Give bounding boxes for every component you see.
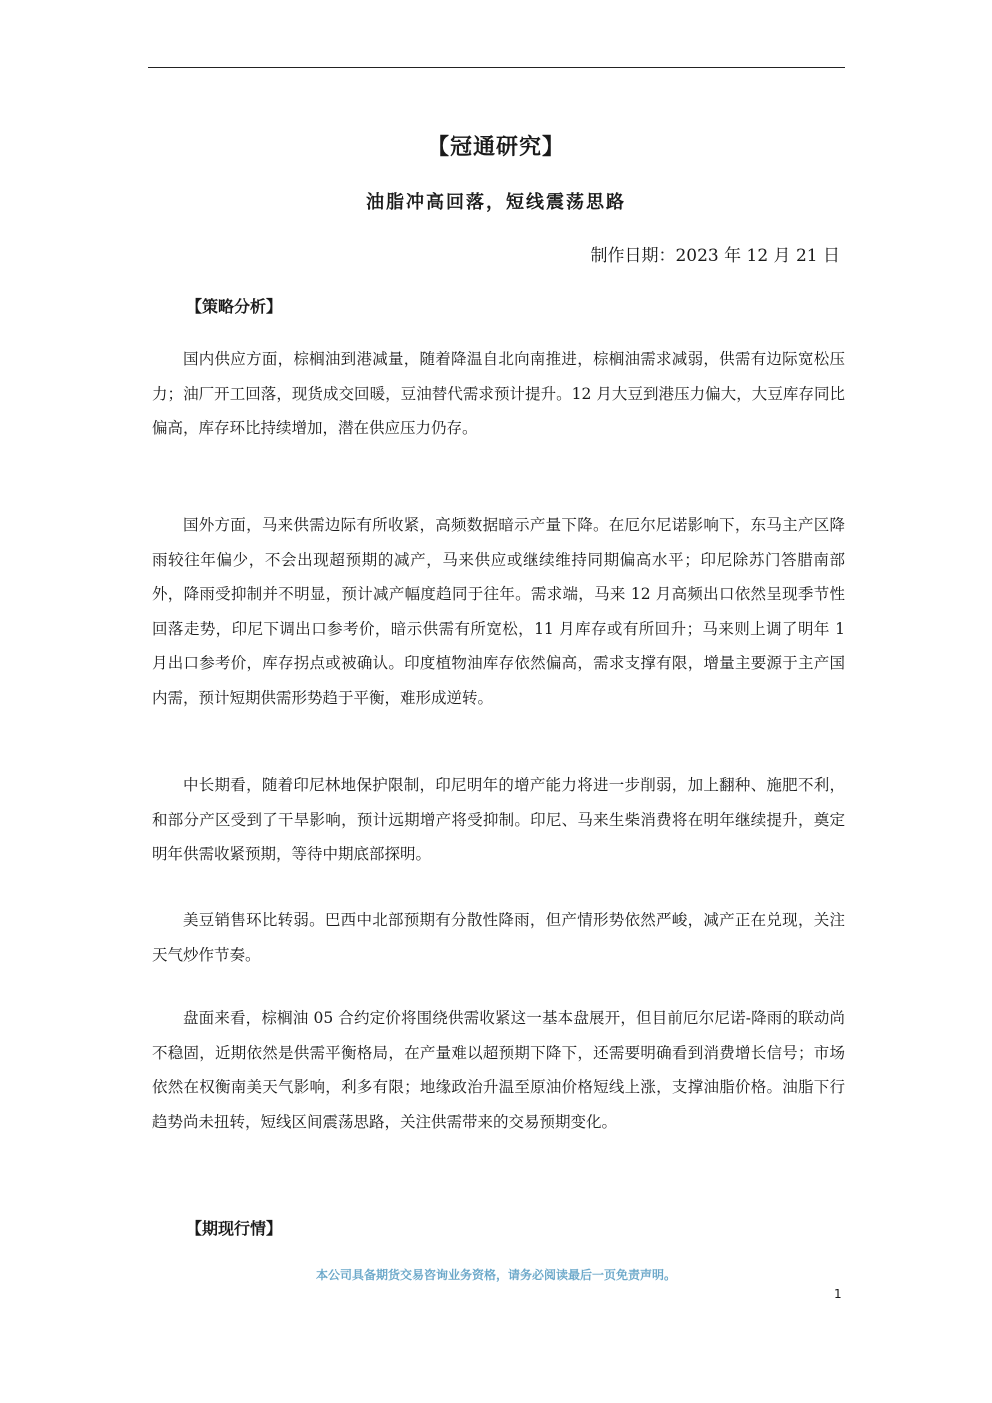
report-date: 制作日期：2023 年 12 月 21 日 — [590, 246, 840, 266]
report-title: 油脂冲高回落，短线震荡思路 — [366, 192, 626, 213]
paragraph-market-view: 盘面来看，棕榈油 05 合约定价将围绕供需收紧这一基本盘展开，但目前厄尔尼诺-降雨的联动尚不稳固，近期依然是供需平衡格局，在产量难以超预期下降下，还需要明确看到消费增长信号；市场依然在权衡南美天气影响，利多有限；地缘政治升温至原油价格短线上涨，支撑油脂价格。油脂下行趋势尚未扭转，短线区间震荡思路，关注供需带来的交易预期变化。 — [152, 1009, 845, 1131]
paragraph-domestic-supply: 国内供应方面，棕榈油到港减量，随着降温自北向南推进，棕榈油需求减弱，供需有边际宽松压力；油厂开工回落，现货成交回暖，豆油替代需求预计提升。12 月大豆到港压力偏大，大豆库存同比偏高，库存环比持续增加，潜在供应压力仍存。 — [152, 350, 845, 437]
page-number: 1 — [834, 1287, 842, 1301]
strategy-heading: 【策略分析】 — [186, 297, 283, 316]
paragraph-us-soy: 美豆销售环比转弱。巴西中北部预期有分散性降雨，但产情形势依然严峻，减产正在兑现，关注天气炒作节奏。 — [152, 911, 845, 964]
disclaimer-note: 本公司具备期货交易咨询业务资格，请务必阅读最后一页免责声明。 — [315, 1268, 676, 1282]
paragraph-long-term: 中长期看，随着印尼林地保护限制，印尼明年的增产能力将进一步削弱，加上翻种、施肥不利，和部分产区受到了干旱影响，预计远期增产将受抑制。印尼、马来生柴消费将在明年继续提升，奠定明年供需收紧预期，等待中期底部探明。 — [152, 776, 845, 863]
paragraph-overseas: 国外方面，马来供需边际有所收紧，高频数据暗示产量下降。在厄尔尼诺影响下，东马主产区降雨较往年偏少，不会出现超预期的减产，马来供应或继续维持同期偏高水平；印尼除苏门答腊南部外，降雨受抑制并不明显，预计减产幅度趋同于往年。需求端，马来 12 月高频出口依然呈现季节性回落走势，印尼下调出口参考价，暗示供需有所宽松，11 月库存或有所回升；马来则上调了明年 1 月出口参考价，库存拐点或被确认。印度植物油库存依然偏高，需求支撑有限，增量主要源于主产国内需，预计短期供需形势趋于平衡，难形成逆转。 — [152, 516, 845, 707]
brand-heading: 【冠通研究】 — [426, 134, 565, 160]
header-rule — [148, 67, 845, 68]
market-heading: 【期现行情】 — [186, 1219, 283, 1238]
